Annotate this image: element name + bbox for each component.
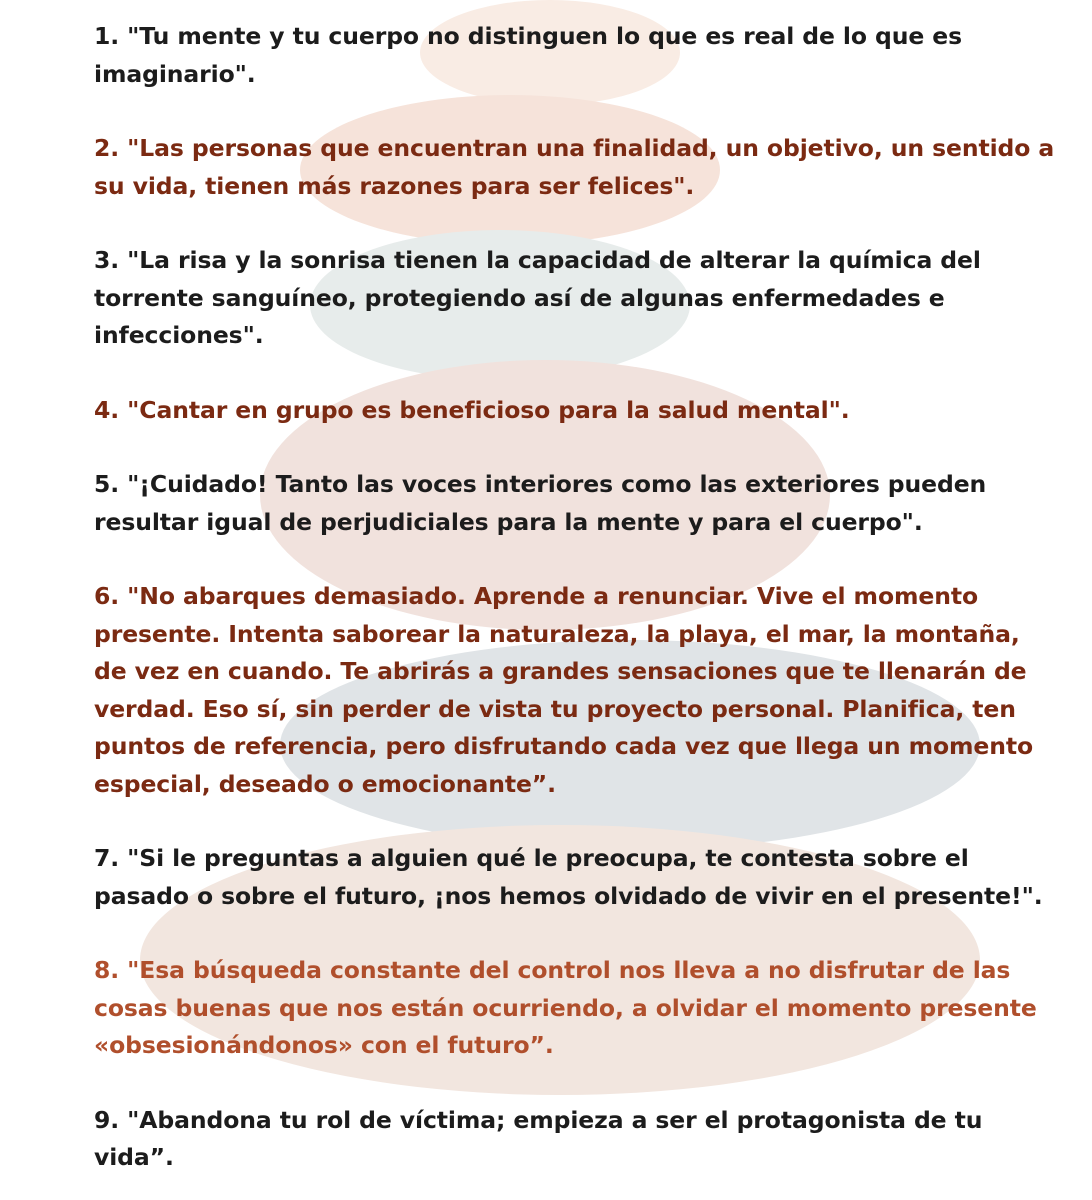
quote-3: 3. "La risa y la sonrisa tienen la capacidad de alterar la química del torrente sanguíneo, protegiendo así de algunas enfermedades e infecciones".	[94, 246, 981, 349]
quote-5: 5. "¡Cuidado! Tanto las voces interiores como las exteriores pueden resultar igual de perjudiciales para la mente y para el cuerpo".	[94, 470, 987, 536]
quote-list	[94, 18, 1074, 1177]
quote-1: 1. "Tu mente y tu cuerpo no distinguen lo que es real de lo que es imaginario".	[94, 22, 962, 88]
quote-8: 8. "Esa búsqueda constante del control nos lleva a no disfrutar de las cosas buenas que nos están ocurriendo, a olvidar el momento presente «obsesionándonos» con el futuro”.	[94, 956, 1037, 1059]
quote-6: 6. "No abarques demasiado. Aprende a renunciar. Vive el momento presente. Intenta saborear la naturaleza, la playa, el mar, la montaña, de vez en cuando. Te abrirás a grandes sensaciones que te llenarán de verdad. Eso sí, sin perder de vista tu proyecto personal. Planifica, ten puntos de referencia, pero disfrutando cada vez que llega un momento especial, deseado o emocionante”.	[94, 582, 1034, 798]
quote-4: 4. "Cantar en grupo es beneficioso para la salud mental".	[94, 395, 850, 424]
quote-2: 2. "Las personas que encuentran una finalidad, un objetivo, un sentido a su vida, tienen más razones para ser felices".	[94, 134, 1055, 200]
quote-9: 9. "Abandona tu rol de víctima; empieza a ser el protagonista de tu vida”.	[94, 1105, 983, 1171]
quote-7: 7. "Si le preguntas a alguien qué le preocupa, te contesta sobre el pasado o sobre el futuro, ¡nos hemos olvidado de vivir en el presente!".	[94, 844, 1043, 910]
